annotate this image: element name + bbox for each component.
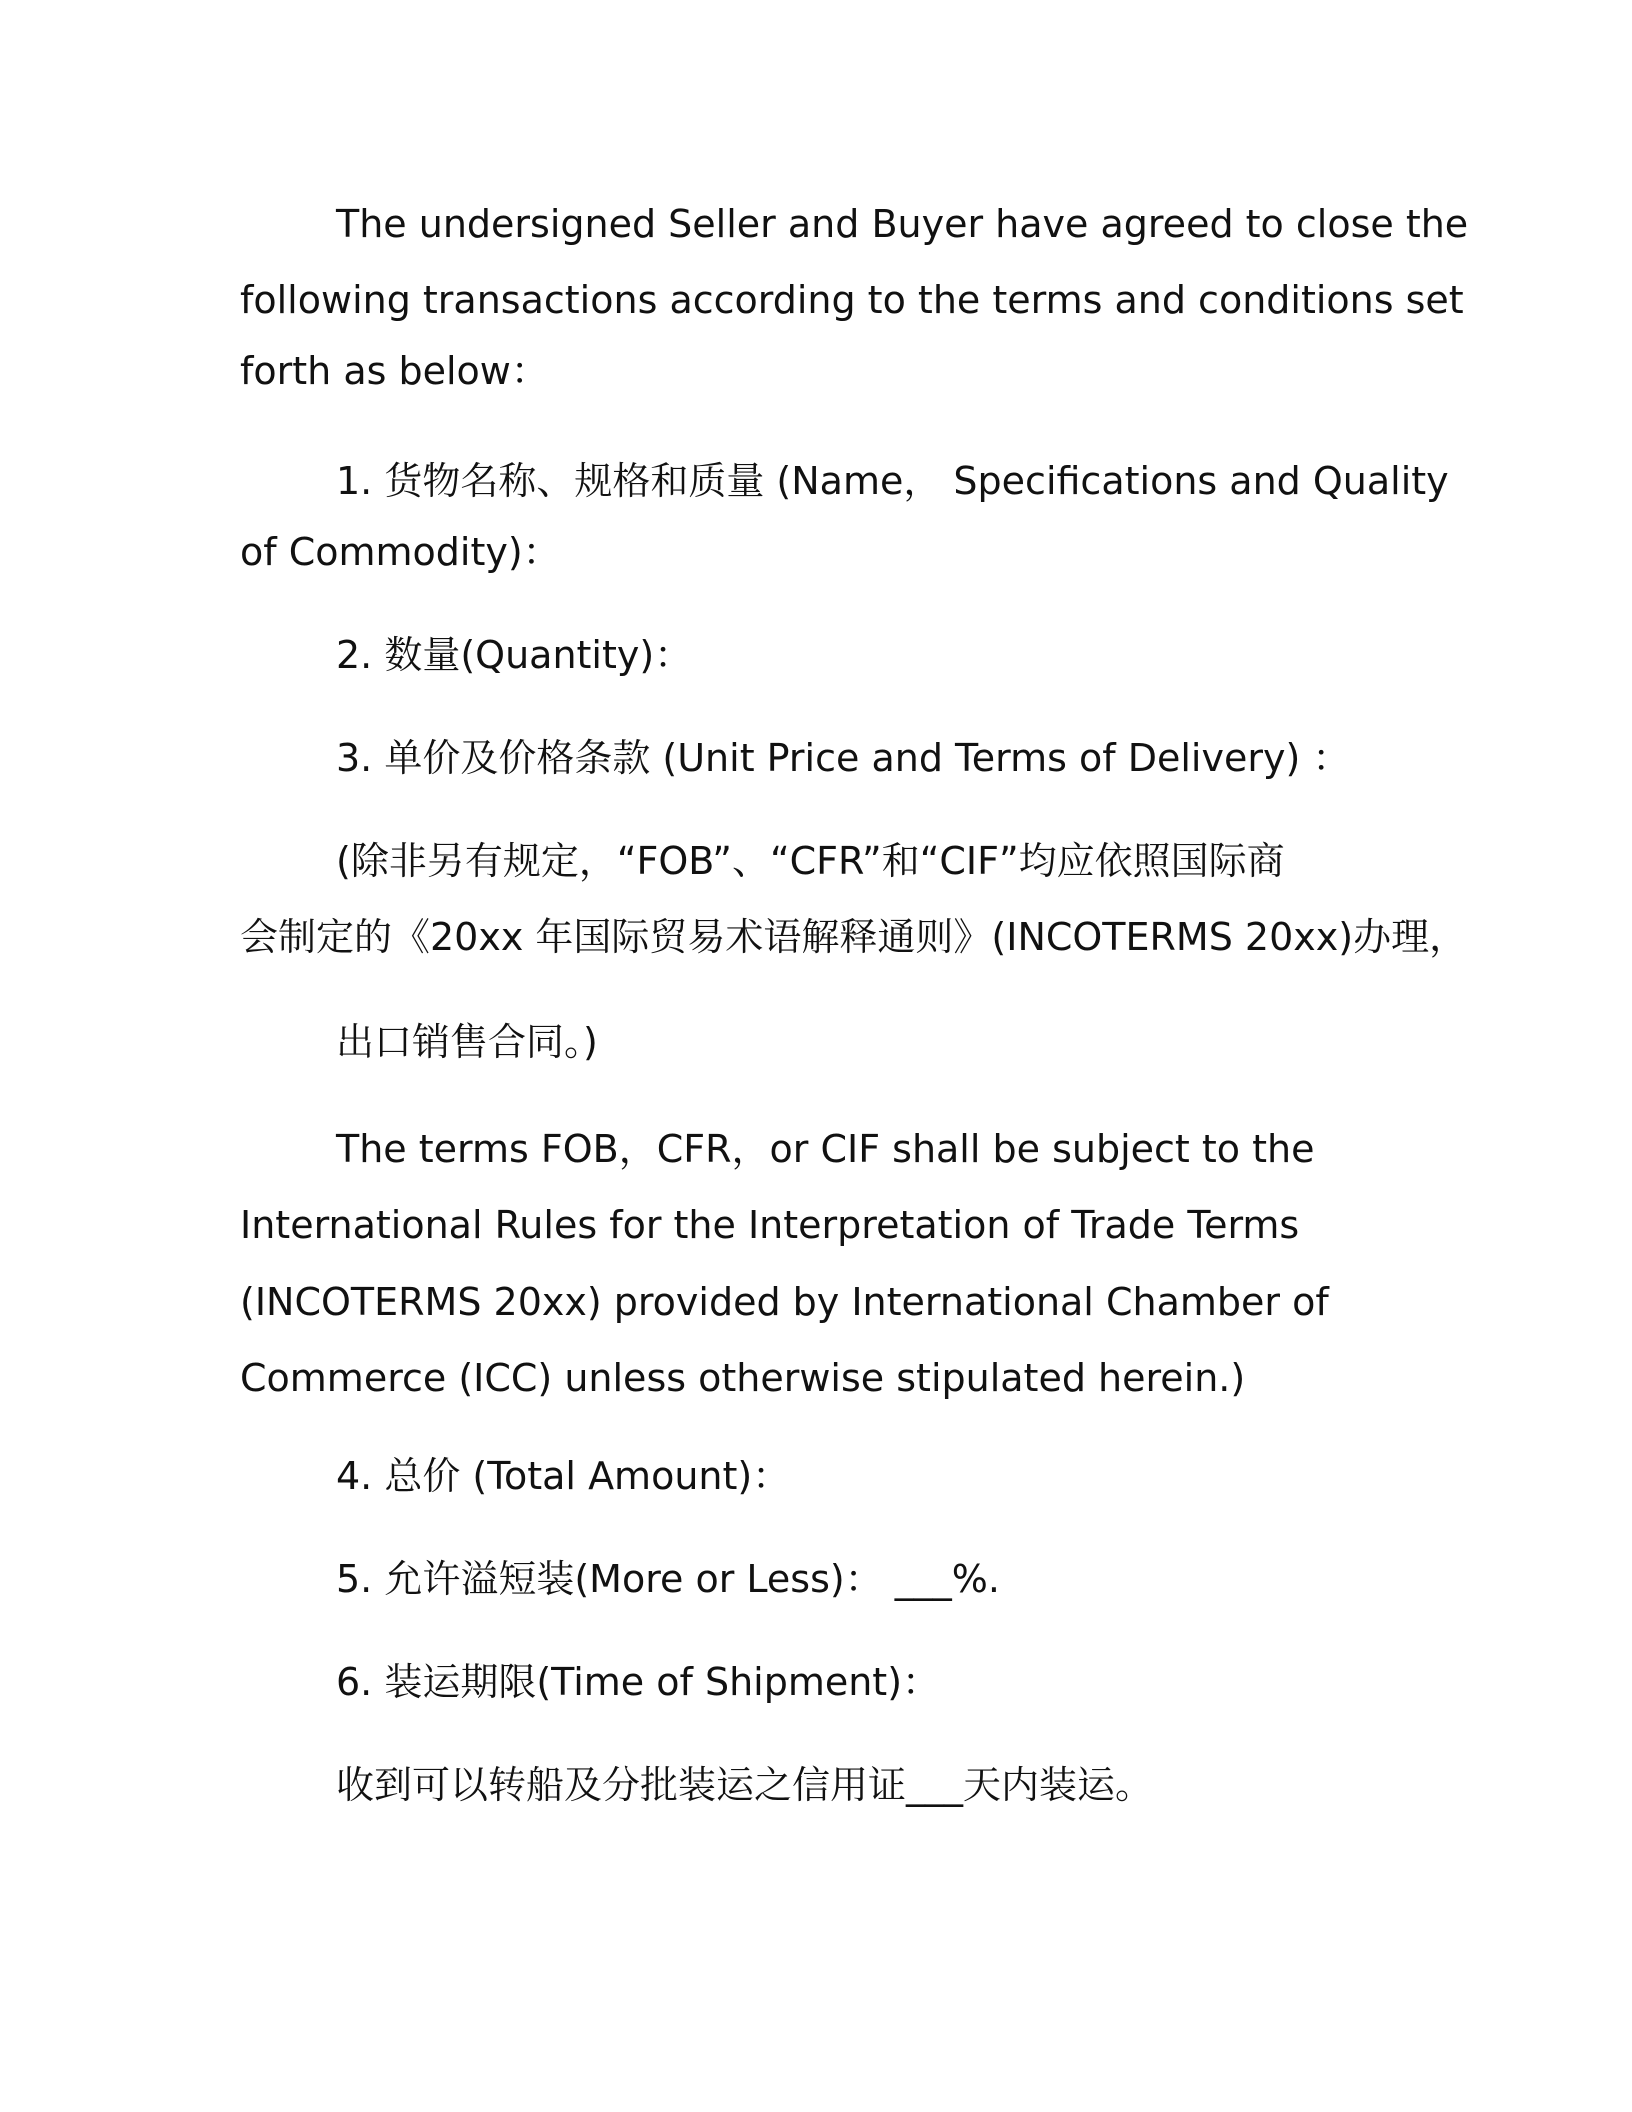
intro-line-2: following transactions according to the terms and conditions set <box>240 278 1464 322</box>
item3-unit-price: 3. 单价及价格条款 (Unit Price and Terms of Delivery) ： <box>336 736 1351 780</box>
note-en-line-3: (INCOTERMS 20xx) provided by International Chamber of <box>240 1280 1329 1324</box>
note-en-line-2: International Rules for the Interpretation of Trade Terms <box>240 1203 1300 1247</box>
item4-total-amount: 4. 总价 (Total Amount)： <box>336 1454 791 1498</box>
note-cn-line-3: 出口销售合同。) <box>336 1020 598 1064</box>
item5-more-or-less: 5. 允许溢短装(More or Less)： ___%. <box>336 1557 1000 1601</box>
item6-time-of-shipment: 6. 装运期限(Time of Shipment)： <box>336 1660 941 1704</box>
item2-quantity: 2. 数量(Quantity)： <box>336 633 693 677</box>
note-cn-line-2: 会制定的《20xx 年国际贸易术语解释通则》(INCOTERMS 20xx)办理， <box>240 915 1468 959</box>
note-en-line-1: The terms FOB，CFR，or CIF shall be subject to the <box>336 1127 1315 1171</box>
shipment-note: 收到可以转船及分批装运之信用证___天内装运。 <box>336 1763 1154 1807</box>
intro-line-3: forth as below： <box>240 349 549 393</box>
note-en-line-4: Commerce (ICC) unless otherwise stipulated herein.) <box>240 1356 1246 1400</box>
note-cn-line-1: (除非另有规定，“FOB”、“CFR”和“CIF”均应依照国际商 <box>336 839 1285 883</box>
intro-line-1: The undersigned Seller and Buyer have agreed to close the <box>336 202 1469 246</box>
item1-line-2: of Commodity)： <box>240 530 561 574</box>
item1-line-1: 1. 货物名称、规格和质量 (Name， Specifications and Quality <box>336 459 1449 503</box>
